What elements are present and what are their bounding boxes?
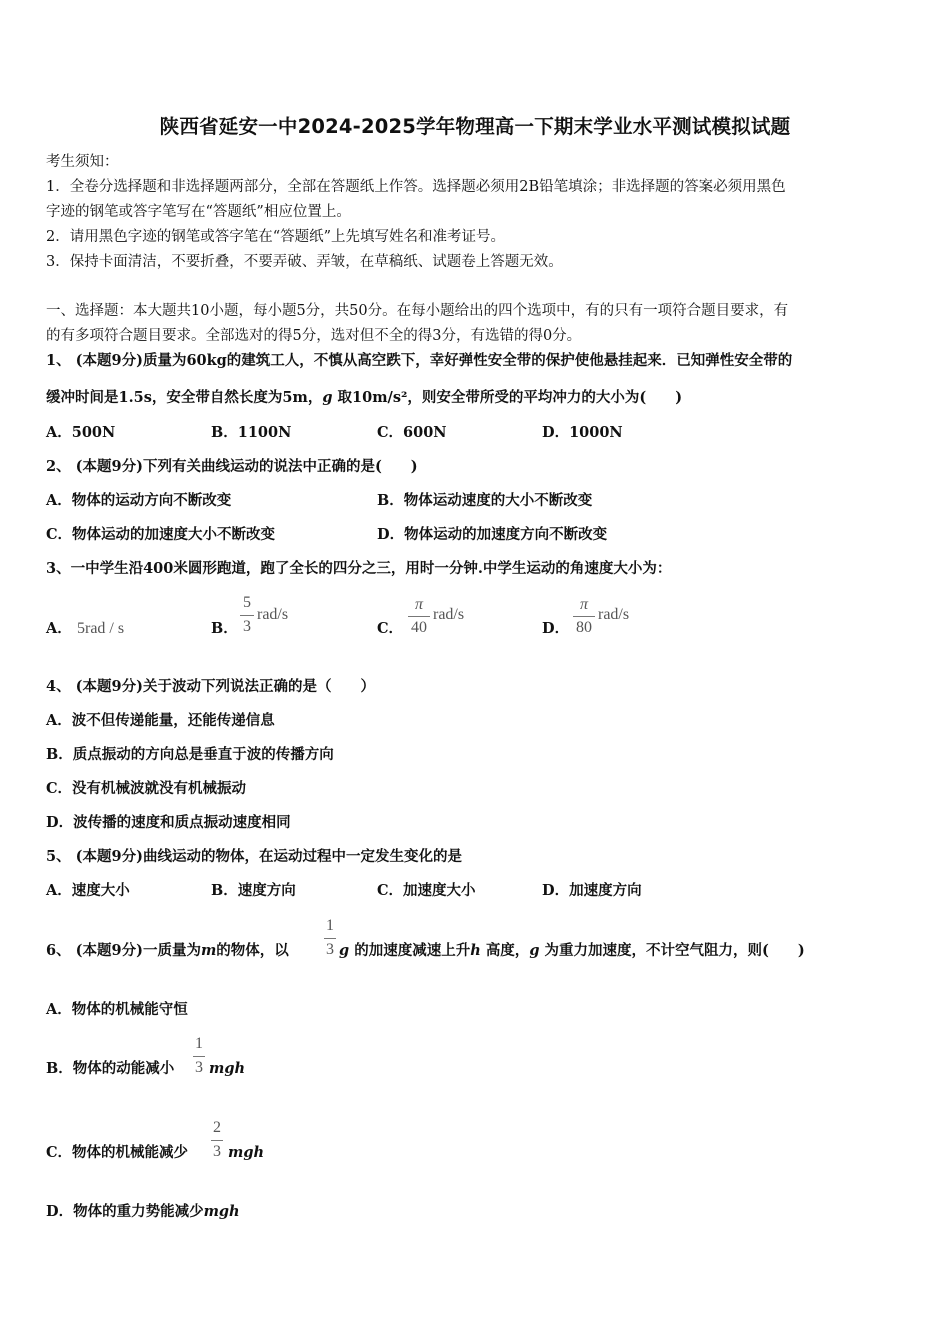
fraction-bar — [408, 616, 430, 617]
fraction-denominator: 3 — [195, 1059, 203, 1076]
q1-option-b[interactable]: B．1100N — [211, 424, 292, 441]
q6-m-symbol: m — [200, 942, 217, 959]
q6-option-d-text: D．物体的重力势能减少 — [46, 1203, 204, 1220]
q2-option-b[interactable]: B．物体运动速度的大小不断改变 — [377, 492, 593, 509]
q6-stem-fraction — [324, 917, 336, 963]
q4-stem: 4、 (本题9分)关于波动下列说法正确的是（ ） — [46, 678, 375, 695]
fraction-denominator: 80 — [576, 619, 592, 636]
q1-stem-line-1: 1、 (本题9分)质量为60kg的建筑工人，不慎从高空跌下，幸好弹性安全带的保护使他悬挂起来．已知弹性安全带的 — [46, 352, 793, 369]
q6-option-d[interactable] — [46, 1204, 240, 1220]
fraction-numerator: 1 — [195, 1035, 203, 1052]
notice-line-3: 2．请用黑色字迹的钢笔或答字笔在“答题纸”上先填写姓名和准考证号。 — [46, 229, 506, 245]
q6-option-b[interactable]: B．物体的动能减小 — [46, 1060, 175, 1077]
q6-g-symbol: g — [339, 942, 350, 959]
fraction-numerator: 5 — [243, 594, 251, 611]
q4-option-c[interactable]: C．没有机械波就没有机械振动 — [46, 780, 247, 797]
fraction-denominator: 3 — [213, 1143, 221, 1160]
fraction-bar — [573, 616, 595, 617]
q3-option-b-unit: rad/s — [257, 606, 289, 623]
q6-option-a[interactable]: A．物体的机械能守恒 — [46, 1001, 188, 1018]
q6-option-b-tail: mgh — [209, 1060, 246, 1077]
fraction-numerator: 2 — [213, 1119, 221, 1136]
q1-option-c[interactable]: C．600N — [377, 424, 447, 441]
q6-h-symbol: h — [470, 942, 481, 959]
q1-stem-line-2 — [46, 390, 682, 406]
q3-option-d-label[interactable]: D． — [542, 620, 570, 637]
q3-option-c-label[interactable]: C． — [377, 620, 404, 637]
q4-option-d[interactable]: D．波传播的速度和质点振动速度相同 — [46, 814, 291, 831]
q6-option-c[interactable]: C．物体的机械能减少 — [46, 1144, 189, 1161]
q6-text-5: 为重力加速度，不计空气阻力，则( ) — [544, 942, 805, 959]
q3-option-a-value: 5rad / s — [77, 620, 125, 637]
notice-line-2: 字迹的钢笔或答字笔写在“答题纸”相应位置上。 — [46, 204, 351, 220]
q6-option-c-fraction — [211, 1119, 223, 1165]
q6-text-4: 高度， — [485, 942, 530, 959]
q6-option-b-fraction — [193, 1035, 205, 1081]
fraction-denominator: 3 — [326, 941, 334, 958]
q1-g-symbol: g — [322, 389, 333, 406]
q3-option-d-fraction — [573, 596, 595, 640]
q5-option-d[interactable]: D．加速度方向 — [542, 882, 642, 899]
fraction-bar — [324, 938, 336, 939]
q3-option-a-label[interactable]: A． — [46, 620, 72, 637]
fraction-bar — [211, 1140, 223, 1141]
q1-option-d[interactable]: D．1000N — [542, 424, 623, 441]
q2-stem: 2、 (本题9分)下列有关曲线运动的说法中正确的是( ) — [46, 458, 418, 475]
notice-line-1: 1．全卷分选择题和非选择题两部分，全部在答题纸上作答。选择题必须用2B铅笔填涂；非选择题的答案必须用黑色 — [46, 179, 786, 195]
q6-stem-part-2 — [339, 943, 805, 959]
q3-option-c-unit: rad/s — [433, 606, 465, 623]
q4-option-b[interactable]: B．质点振动的方向总是垂直于波的传播方向 — [46, 746, 334, 763]
q5-option-a[interactable]: A．速度大小 — [46, 882, 130, 899]
q1-option-a[interactable]: A．500N — [46, 424, 116, 441]
fraction-numerator: 1 — [326, 917, 334, 934]
q2-option-c[interactable]: C．物体运动的加速度大小不断改变 — [46, 526, 276, 543]
q6-text-2: 的物体，以 — [216, 942, 289, 959]
q3-stem: 3、一中学生沿400米圆形跑道，跑了全长的四分之三，用时一分钟.中学生运动的角速度大小为： — [46, 560, 672, 577]
q2-option-d[interactable]: D．物体运动的加速度方向不断改变 — [377, 526, 608, 543]
page-title: 陕西省延安一中2024-2025学年物理高一下期末学业水平测试模拟试题 — [159, 115, 791, 138]
q6-option-d-tail: mgh — [203, 1203, 240, 1220]
fraction-numerator: π — [414, 596, 423, 613]
fraction-denominator: 3 — [243, 618, 251, 635]
q5-option-b[interactable]: B．速度方向 — [211, 882, 296, 899]
q6-stem-part-1 — [46, 943, 289, 959]
section-line-2: 的有多项符合题目要求。全部选对的得5分，选对但不全的得3分，有选错的得0分。 — [46, 328, 582, 344]
section-line-1: 一、选择题：本大题共10小题，每小题5分，共50分。在每小题给出的四个选项中，有的只有一项符合题目要求，有 — [46, 303, 789, 319]
q6-text-3: 的加速度减速上升 — [354, 942, 471, 959]
q4-option-a[interactable]: A．波不但传递能量，还能传递信息 — [46, 712, 275, 729]
fraction-numerator: π — [579, 596, 588, 613]
q5-stem: 5、 (本题9分)曲线运动的物体，在运动过程中一定发生变化的是 — [46, 848, 462, 865]
fraction-denominator: 40 — [411, 619, 427, 636]
q6-option-c-tail: mgh — [228, 1144, 265, 1161]
q1-text-a: 缓冲时间是1.5s，安全带自然长度为5m， — [46, 389, 323, 406]
q6-g2-symbol: g — [529, 942, 540, 959]
q1-text-b: 取10m/s²，则安全带所受的平均冲力的大小为( ) — [337, 389, 683, 406]
q5-option-c[interactable]: C．加速度大小 — [377, 882, 476, 899]
notice-line-4: 3．保持卡面清洁，不要折叠，不要弄破、弄皱，在草稿纸、试题卷上答题无效。 — [46, 254, 563, 270]
q3-option-b-fraction — [240, 594, 254, 640]
q2-option-a[interactable]: A．物体的运动方向不断改变 — [46, 492, 232, 509]
fraction-bar — [240, 615, 254, 616]
notice-heading: 考生须知： — [46, 154, 119, 170]
q3-option-b-label[interactable]: B． — [211, 620, 238, 637]
q3-option-d-unit: rad/s — [598, 606, 630, 623]
q6-text-1: 6、 (本题9分)一质量为 — [46, 942, 201, 959]
q3-option-c-fraction — [408, 596, 430, 640]
fraction-bar — [193, 1056, 205, 1057]
